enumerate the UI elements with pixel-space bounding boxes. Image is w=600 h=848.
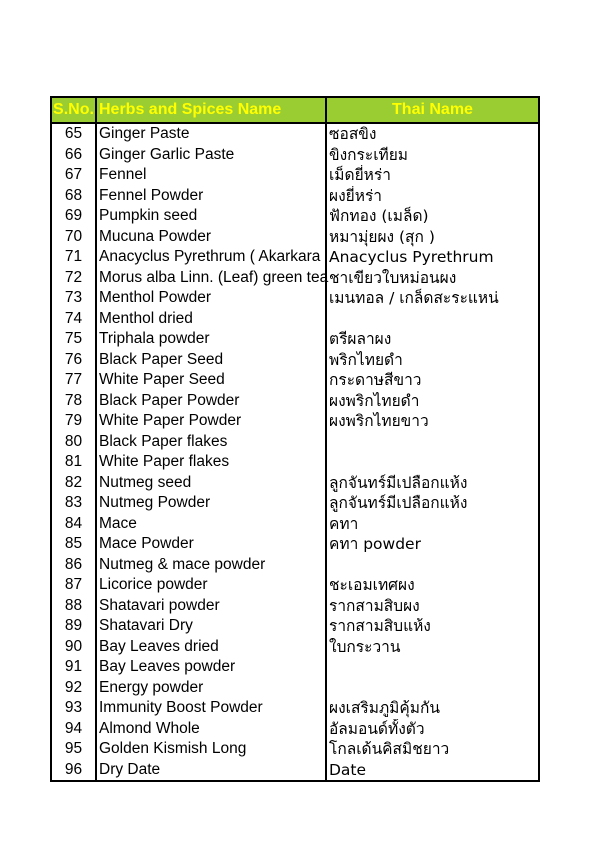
row-thai-name bbox=[326, 555, 539, 576]
table-row bbox=[51, 473, 539, 494]
table-row bbox=[51, 719, 539, 740]
row-herb-name: Mace Powder bbox=[96, 534, 326, 555]
row-thai-name bbox=[326, 309, 539, 330]
row-number: 68 bbox=[51, 186, 96, 207]
row-herb-name: Energy powder bbox=[96, 678, 326, 699]
table-row bbox=[51, 534, 539, 555]
row-thai-name: ขิงกระเทียม bbox=[326, 145, 539, 166]
row-thai-name: ลูกจันทร์มีเปลือกแห้ง bbox=[326, 473, 539, 494]
table-row bbox=[51, 391, 539, 412]
table-row bbox=[51, 657, 539, 678]
table-row bbox=[51, 637, 539, 658]
row-thai-name: รากสามสิบผง bbox=[326, 596, 539, 617]
table-row bbox=[51, 514, 539, 535]
row-number: 91 bbox=[51, 657, 96, 678]
row-number: 81 bbox=[51, 452, 96, 473]
row-herb-name: Dry Date bbox=[96, 760, 326, 782]
table-row bbox=[51, 288, 539, 309]
row-thai-name: หมามุ่ยผง (สุก ) bbox=[326, 227, 539, 248]
herbs-spices-table bbox=[50, 96, 540, 782]
row-number: 93 bbox=[51, 698, 96, 719]
row-number: 80 bbox=[51, 432, 96, 453]
row-thai-name: คทา powder bbox=[326, 534, 539, 555]
row-herb-name: Immunity Boost Powder bbox=[96, 698, 326, 719]
row-herb-name: Black Paper Seed bbox=[96, 350, 326, 371]
row-herb-name: White Paper Powder bbox=[96, 411, 326, 432]
row-thai-name: Anacyclus Pyrethrum bbox=[326, 247, 539, 268]
row-number: 75 bbox=[51, 329, 96, 350]
table-row bbox=[51, 432, 539, 453]
table-row bbox=[51, 370, 539, 391]
row-thai-name: ซอสขิง bbox=[326, 123, 539, 145]
row-number: 95 bbox=[51, 739, 96, 760]
table-row bbox=[51, 739, 539, 760]
table-row bbox=[51, 678, 539, 699]
row-thai-name: คทา bbox=[326, 514, 539, 535]
row-herb-name: White Paper flakes bbox=[96, 452, 326, 473]
row-thai-name: ตรีผลาผง bbox=[326, 329, 539, 350]
row-thai-name bbox=[326, 678, 539, 699]
row-thai-name: ผงพริกไทยดำ bbox=[326, 391, 539, 412]
row-herb-name: Nutmeg & mace powder bbox=[96, 555, 326, 576]
table-row bbox=[51, 165, 539, 186]
table-row bbox=[51, 309, 539, 330]
row-thai-name: โกลเด้นคิสมิชยาว bbox=[326, 739, 539, 760]
row-thai-name: ฟักทอง (เมล็ด) bbox=[326, 206, 539, 227]
row-herb-name: Black Paper flakes bbox=[96, 432, 326, 453]
row-number: 73 bbox=[51, 288, 96, 309]
row-herb-name: Shatavari Dry bbox=[96, 616, 326, 637]
row-number: 94 bbox=[51, 719, 96, 740]
table-row bbox=[51, 227, 539, 248]
row-thai-name: ชาเขียวใบหม่อนผง bbox=[326, 268, 539, 289]
table-row bbox=[51, 329, 539, 350]
row-number: 92 bbox=[51, 678, 96, 699]
row-herb-name: Morus alba Linn. (Leaf) green tea bbox=[96, 268, 326, 289]
row-thai-name: กระดาษสีขาว bbox=[326, 370, 539, 391]
row-thai-name: ใบกระวาน bbox=[326, 637, 539, 658]
table-body bbox=[51, 123, 539, 781]
row-number: 77 bbox=[51, 370, 96, 391]
header-herbs-name: Herbs and Spices Name bbox=[96, 97, 326, 123]
row-herb-name: Fennel Powder bbox=[96, 186, 326, 207]
header-sno: S.No. bbox=[51, 97, 96, 123]
row-herb-name: Black Paper Powder bbox=[96, 391, 326, 412]
row-thai-name: ผงเสริมภูมิคุ้มกัน bbox=[326, 698, 539, 719]
row-herb-name: Golden Kismish Long bbox=[96, 739, 326, 760]
row-number: 69 bbox=[51, 206, 96, 227]
row-number: 85 bbox=[51, 534, 96, 555]
row-herb-name: Menthol Powder bbox=[96, 288, 326, 309]
row-herb-name: Fennel bbox=[96, 165, 326, 186]
row-number: 82 bbox=[51, 473, 96, 494]
row-herb-name: Mace bbox=[96, 514, 326, 535]
table-header-row bbox=[51, 97, 539, 123]
table-row bbox=[51, 596, 539, 617]
row-thai-name bbox=[326, 432, 539, 453]
row-herb-name: Almond Whole bbox=[96, 719, 326, 740]
table-row bbox=[51, 123, 539, 145]
table-row bbox=[51, 247, 539, 268]
row-herb-name: Menthol dried bbox=[96, 309, 326, 330]
row-herb-name: Bay Leaves dried bbox=[96, 637, 326, 658]
row-number: 66 bbox=[51, 145, 96, 166]
row-herb-name: Ginger Garlic Paste bbox=[96, 145, 326, 166]
table-row bbox=[51, 186, 539, 207]
row-herb-name: Mucuna Powder bbox=[96, 227, 326, 248]
row-thai-name: เม็ดยี่หร่า bbox=[326, 165, 539, 186]
row-herb-name: Triphala powder bbox=[96, 329, 326, 350]
row-herb-name: Nutmeg Powder bbox=[96, 493, 326, 514]
table-row bbox=[51, 452, 539, 473]
row-number: 65 bbox=[51, 123, 96, 145]
row-herb-name: Anacyclus Pyrethrum ( Akarkara bbox=[96, 247, 326, 268]
row-thai-name: เมนทอล / เกล็ดสะระแหน่ bbox=[326, 288, 539, 309]
row-number: 71 bbox=[51, 247, 96, 268]
table-row bbox=[51, 411, 539, 432]
row-herb-name: Shatavari powder bbox=[96, 596, 326, 617]
row-number: 87 bbox=[51, 575, 96, 596]
row-herb-name: Ginger Paste bbox=[96, 123, 326, 145]
row-herb-name: Bay Leaves powder bbox=[96, 657, 326, 678]
row-thai-name: พริกไทยดำ bbox=[326, 350, 539, 371]
table-row bbox=[51, 760, 539, 782]
table-row bbox=[51, 206, 539, 227]
row-number: 84 bbox=[51, 514, 96, 535]
row-number: 89 bbox=[51, 616, 96, 637]
row-thai-name: ชะเอมเทศผง bbox=[326, 575, 539, 596]
row-number: 79 bbox=[51, 411, 96, 432]
row-number: 72 bbox=[51, 268, 96, 289]
row-number: 67 bbox=[51, 165, 96, 186]
row-herb-name: White Paper Seed bbox=[96, 370, 326, 391]
header-thai-name: Thai Name bbox=[326, 97, 539, 123]
row-thai-name: อัลมอนด์ทั้งตัว bbox=[326, 719, 539, 740]
row-herb-name: Pumpkin seed bbox=[96, 206, 326, 227]
row-thai-name bbox=[326, 452, 539, 473]
row-thai-name: Date bbox=[326, 760, 539, 782]
table-row bbox=[51, 493, 539, 514]
row-number: 76 bbox=[51, 350, 96, 371]
row-number: 83 bbox=[51, 493, 96, 514]
row-number: 90 bbox=[51, 637, 96, 658]
table-row bbox=[51, 698, 539, 719]
row-herb-name: Nutmeg seed bbox=[96, 473, 326, 494]
row-number: 78 bbox=[51, 391, 96, 412]
row-herb-name: Licorice powder bbox=[96, 575, 326, 596]
table-row bbox=[51, 555, 539, 576]
row-thai-name bbox=[326, 657, 539, 678]
row-thai-name: รากสามสิบแห้ง bbox=[326, 616, 539, 637]
row-number: 88 bbox=[51, 596, 96, 617]
row-number: 70 bbox=[51, 227, 96, 248]
table-row bbox=[51, 350, 539, 371]
table-row bbox=[51, 145, 539, 166]
table-row bbox=[51, 268, 539, 289]
row-number: 96 bbox=[51, 760, 96, 782]
table-row bbox=[51, 616, 539, 637]
row-thai-name: ผงพริกไทยขาว bbox=[326, 411, 539, 432]
row-number: 86 bbox=[51, 555, 96, 576]
row-thai-name: ลูกจันทร์มีเปลือกแห้ง bbox=[326, 493, 539, 514]
table-row bbox=[51, 575, 539, 596]
row-number: 74 bbox=[51, 309, 96, 330]
row-thai-name: ผงยี่หร่า bbox=[326, 186, 539, 207]
